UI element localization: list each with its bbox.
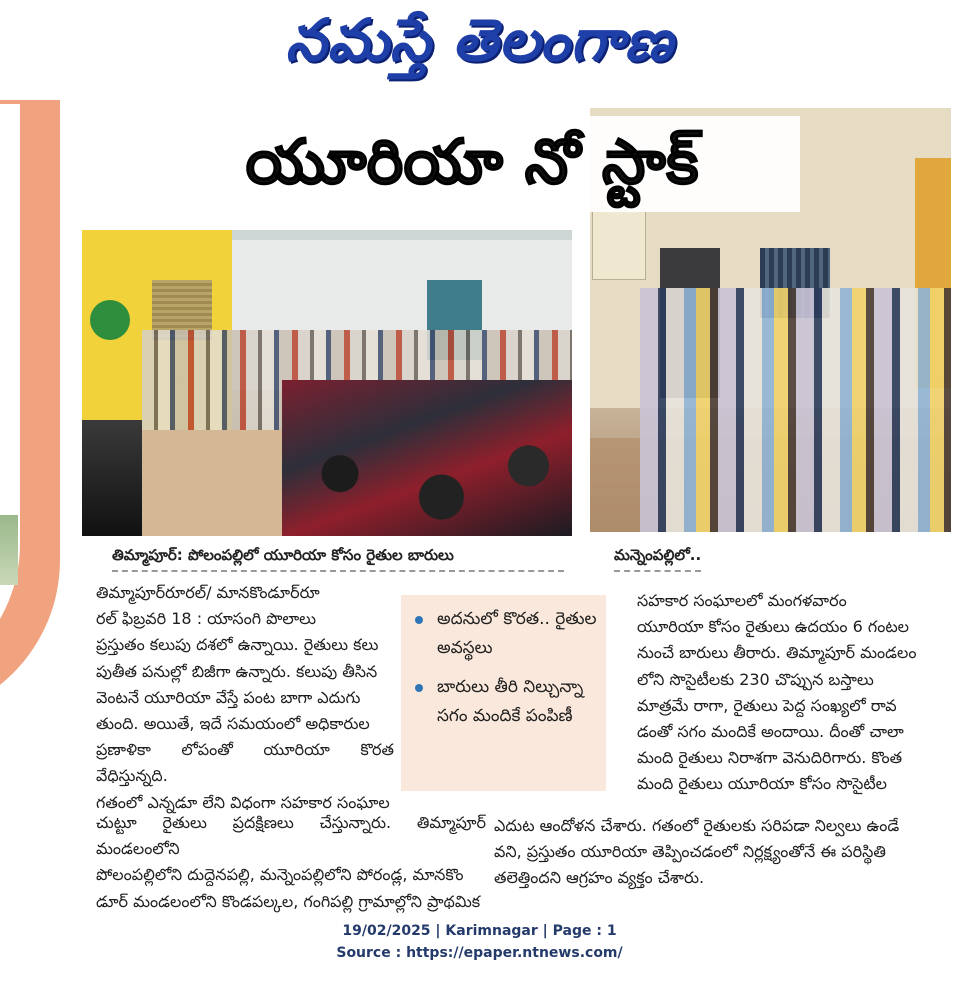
article-line: నుంచే బారులు తీరారు. తిమ్మాపూర్ మండలం — [637, 643, 917, 663]
photo-caption-left: తిమ్మాపూర్: పోలంపల్లిలో యూరియా కోసం రైతుల బారులు — [112, 546, 564, 572]
article-line: డూర్ మండలంలోని కొండపల్కల, గంగిపల్లి గ్రామాల్లోని ప్రాథమిక — [96, 891, 481, 911]
highlight-box — [401, 595, 606, 791]
photo-polampalli-queue — [82, 230, 572, 536]
highlight-item — [401, 605, 606, 663]
article-line: తుంది. అయితే, ఇదే సమయంలో అధికారుల — [96, 714, 370, 734]
decorative-edge — [0, 515, 18, 585]
headline: యూరియా నో స్టాక్ — [245, 125, 699, 198]
article-bottom-right — [494, 813, 952, 892]
article-line: గతంలో ఎన్నడూ లేని విధంగా సహకార సంఘాల — [96, 792, 390, 812]
article-line: డంతో సగం మందికే అందాయి. దీంతో చాలా — [637, 722, 904, 742]
article-line: తిమ్మాపూర్‌రూరల్/ మానకొండూర్‌రూ — [96, 583, 320, 602]
article-line: రల్ ఫిబ్రవరి 18 : యాసంగి పొలాలు — [96, 609, 317, 629]
footer-source-line: Source : https://epaper.ntnews.com/ — [336, 945, 623, 961]
article-line: లోని సొసైటీలకు 230 చొప్పున బస్తాలు — [637, 669, 874, 689]
article-line: పుతీత పనుల్లో బిజీగా ఉన్నారు. కలుపు తీసిన — [96, 661, 378, 681]
newspaper-masthead: నమస్తే తెలంగాణ — [285, 6, 674, 74]
article-line: ఎదుట ఆందోళన చేశారు. గతంలో రైతులకు సరిపడా నిల్వలు ఉండే — [494, 816, 900, 835]
highlight-item — [401, 673, 606, 731]
article-column-1 — [96, 580, 394, 816]
article-line: యూరియా కోసం రైతులు ఉదయం 6 గంటల — [637, 617, 910, 637]
article-line: తలెత్తిందని ఆగ్రహం వ్యక్తం చేశారు. — [494, 868, 705, 888]
article-line: పోలంపల్లిలోని దుద్దెనపల్లి, మన్నెంపల్లిలోని పోరండ్ల, మానకొం — [96, 865, 464, 885]
article-line: వని, ప్రస్తుతం యూరియా తెప్పించడంలో నిర్లక్ష్యంతోనే ఈ పరిస్థితి — [494, 842, 886, 862]
article-line: మంది రైతులు నిరాశగా వెనుదిరిగారు. కొంత — [637, 748, 903, 768]
article-line: ప్రస్తుతం కలుపు దశలో ఉన్నాయి. రైతులు కలు — [96, 635, 379, 655]
article-line: మాత్రమే రాగా, రైతులు పెద్ద సంఖ్యలో రావ — [637, 695, 897, 715]
article-line: వెంటనే యూరియా వేస్తే పంట బాగా ఎదుగు — [96, 687, 361, 707]
bullet-icon — [415, 684, 423, 692]
article-bottom-left — [96, 810, 486, 915]
article-line: చుట్టూ రైతులు ప్రదక్షిణలు చేస్తున్నారు. తిమ్మాపూర్ మండలంలోని — [96, 813, 486, 859]
highlight-text: అదనులో కొరత.. రైతుల అవస్థలు — [437, 609, 597, 658]
article-line: ప్రణాళికా లోపంతో యూరియా కొరత వేధిస్తున్నది. — [96, 740, 394, 786]
highlight-text: బారులు తీరి నిల్చున్నా సగం మందికే పంపిణీ — [437, 677, 584, 726]
article-column-3 — [637, 588, 951, 798]
bullet-icon — [415, 616, 423, 624]
article-line: మంది రైతులు యూరియా కోసం సొసైటీల — [637, 774, 888, 794]
article-line: సహకార సంఘాలలో మంగళవారం — [637, 591, 847, 610]
photo-caption-right: మన్నెంపల్లిలో.. — [614, 546, 701, 572]
footer-date-line: 19/02/2025 | Karimnagar | Page : 1 — [342, 923, 617, 939]
